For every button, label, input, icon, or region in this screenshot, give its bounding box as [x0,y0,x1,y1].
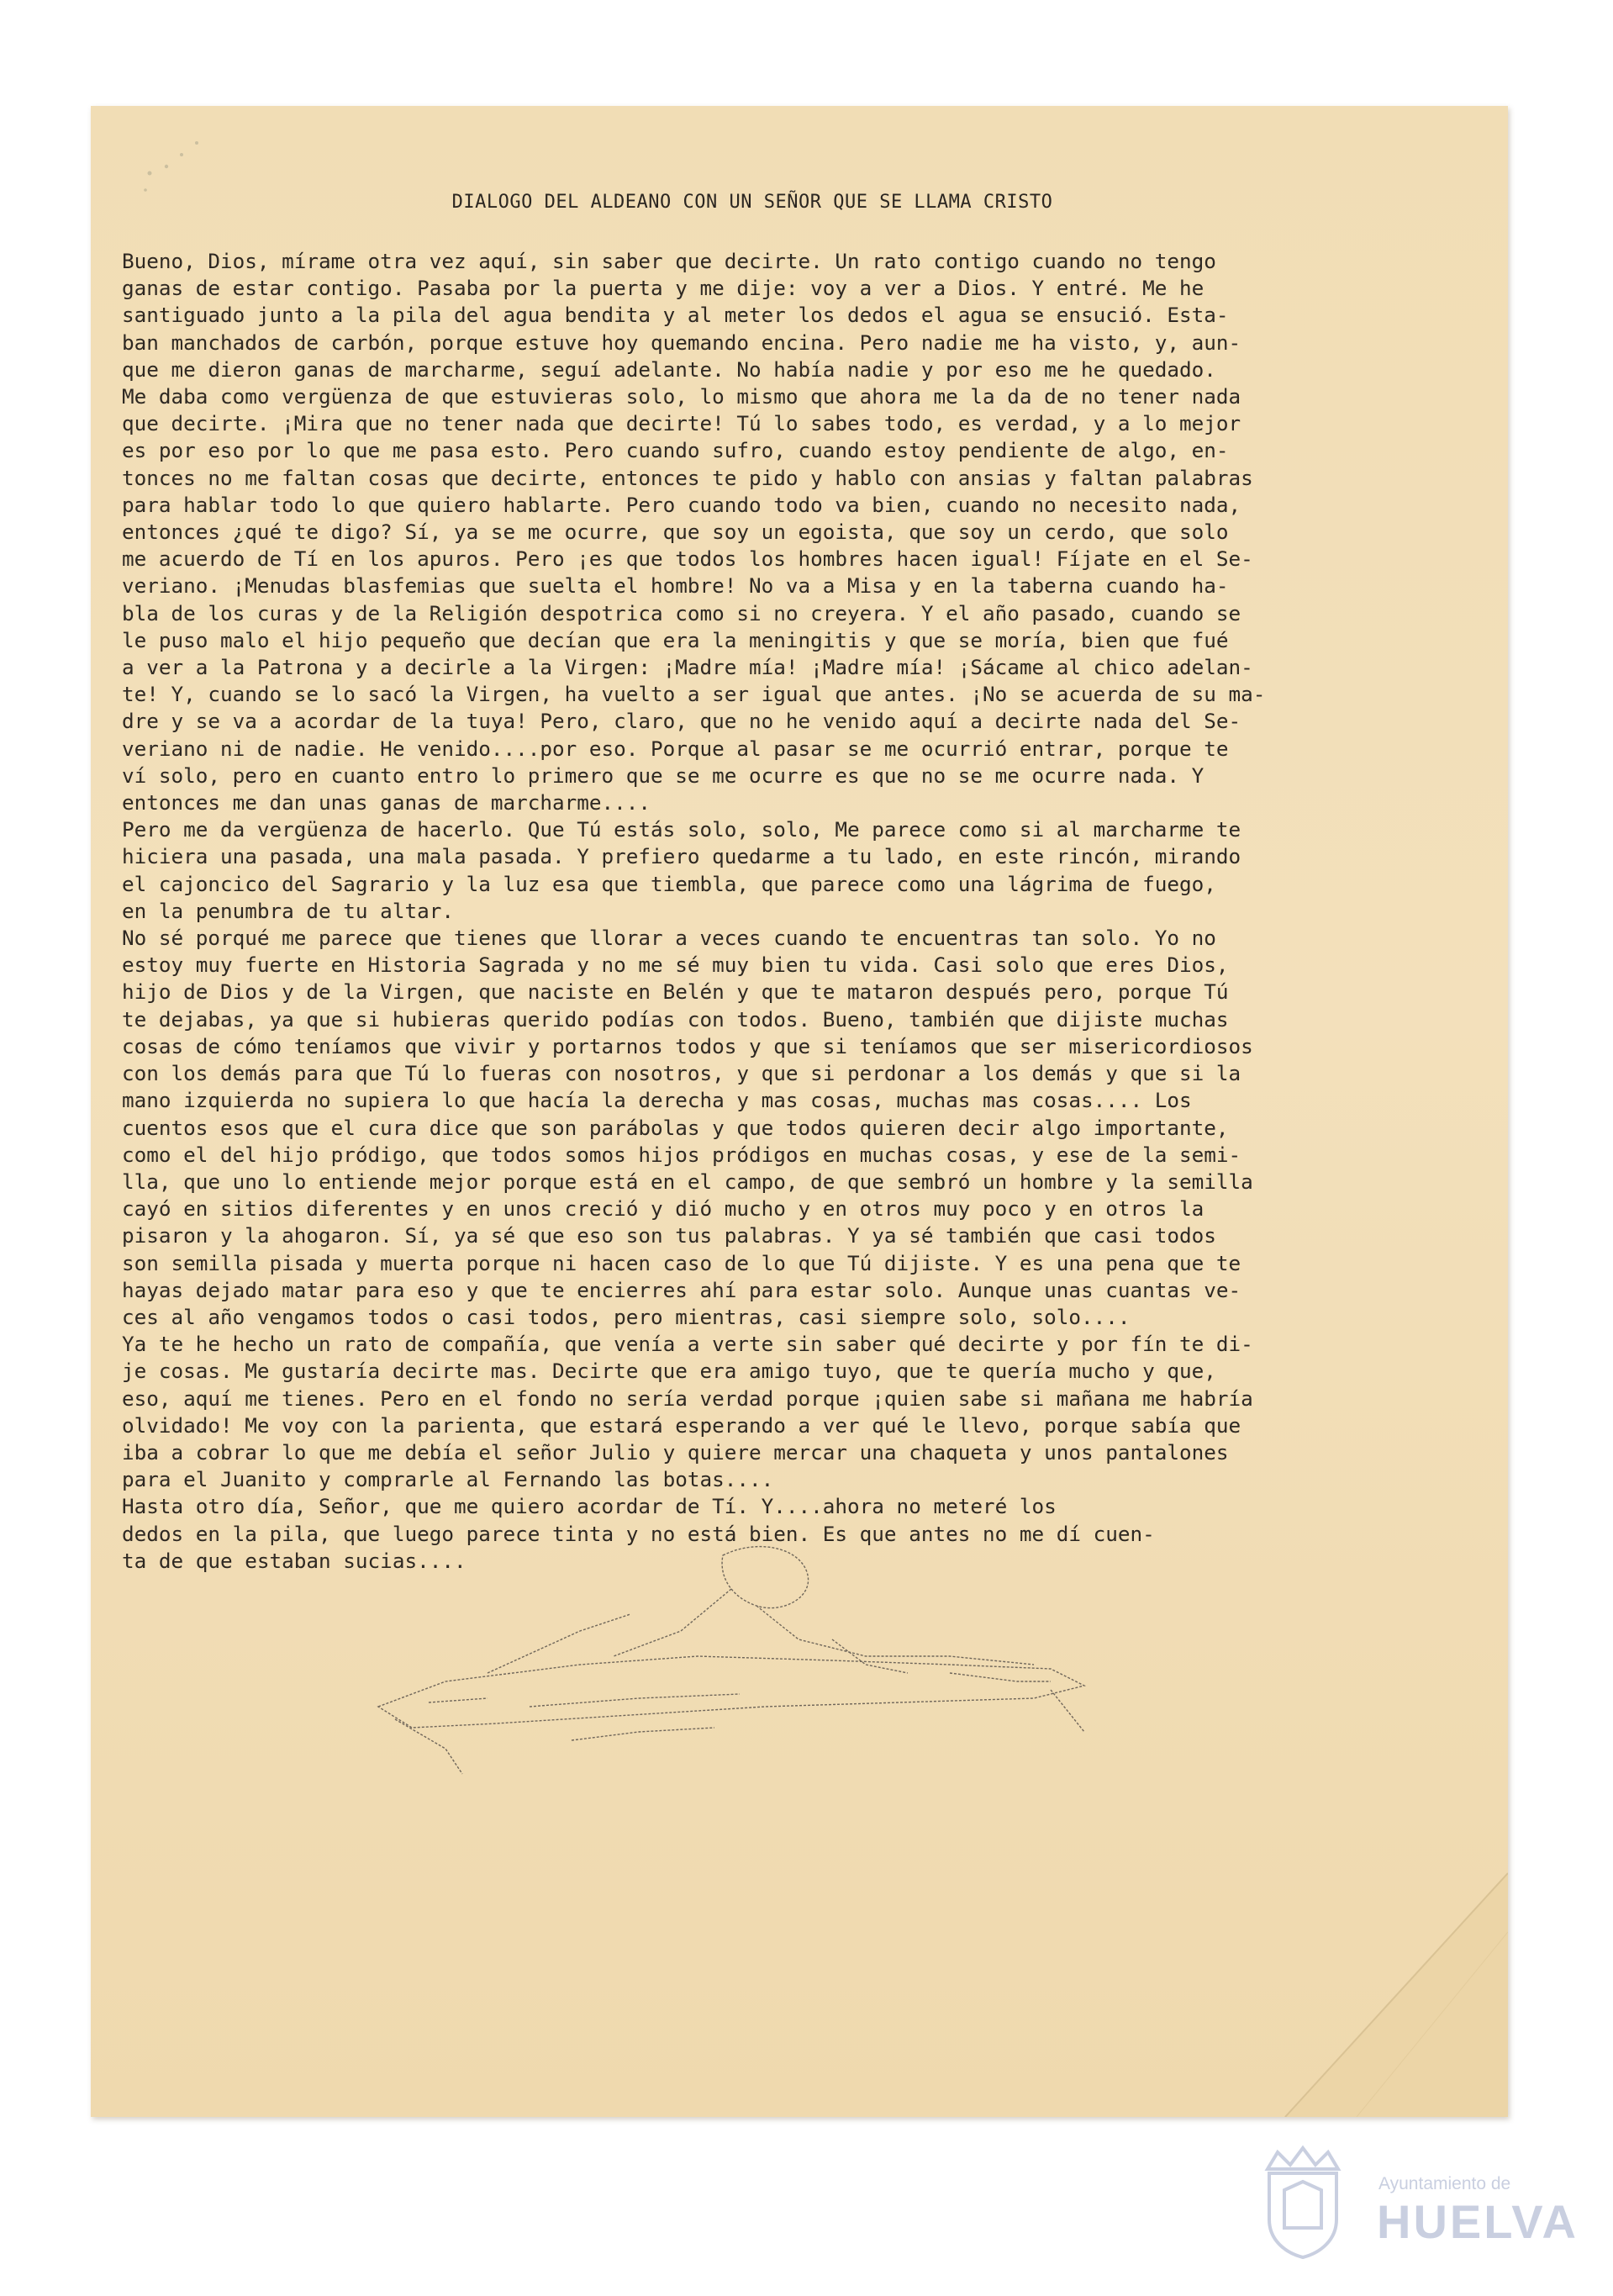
paper-fold-crease [1104,1814,1508,2117]
text-line: pisaron y la ahogaron. Sí, ya sé que eso son tus palabras. Y ya sé también que casi todos [122,1223,1216,1248]
text-line: Ya te he hecho un rato de compañía, que venía a verte sin saber qué decirte y por fín te di- [122,1332,1253,1357]
text-line: hiciera una pasada, una mala pasada. Y prefiero quedarme a tu lado, en este rincón, mirando [122,844,1241,869]
text-line: iba a cobrar lo que me debía el señor Julio y quiere mercar una chaqueta y unos pantalones [122,1439,1229,1465]
christ-lying-sketch-illustration [361,1539,1118,1791]
text-line: me acuerdo de Tí en los apuros. Pero ¡es que todos los hombres hacen igual! Fíjate en el Se- [122,546,1253,572]
text-line: Bueno, Dios, mírame otra vez aquí, sin saber que decirte. Un rato contigo cuando no tengo [122,249,1216,273]
text-line: Pero me da vergüenza de hacerlo. Que Tú estás solo, solo, Me parece como si al marcharme te [122,817,1241,842]
text-line: te! Y, cuando se lo sacó la Virgen, ha vuelto a ser igual que antes. ¡No se acuerda de su ma- [122,682,1266,707]
text-line: je cosas. Me gustaría decirte mas. Decirte que era amigo tuyo, que te quería mucho y que, [122,1359,1216,1384]
text-line: hayas dejado matar para eso y que te encierres ahí para estar solo. Aunque unas cuantas ve- [122,1277,1241,1302]
text-line: ban manchados de carbón, porque estuve hoy quemando encina. Pero nadie me ha visto, y, aun- [122,330,1241,355]
text-line: a ver a la Patrona y a decirle a la Virgen: ¡Madre mía! ¡Madre mía! ¡Sácame al chico adelan- [122,655,1253,680]
text-line: olvidado! Me voy con la parienta, que estará esperando a ver qué le llevo, porque sabía que [122,1412,1241,1438]
text-line: para el Juanito y comprarle al Fernando las botas.... [122,1467,774,1492]
text-line: Hasta otro día, Señor, que me quiero acordar de Tí. Y....ahora no meteré los [122,1494,1057,1519]
text-line: entonces me dan unas ganas de marcharme.... [122,790,651,815]
watermark-caption: Ayuntamiento de [1378,2174,1511,2193]
text-line: cosas de cómo teníamos que vivir y portarnos todos y que si teníamos que ser misericordiosos [122,1033,1253,1058]
text-line: bla de los curas y de la Religión despotrica como si no creyera. Y el año pasado, cuando se [122,600,1241,625]
text-line: ví solo, pero en cuanto entro lo primero que se me ocurre es que no se me ocurre nada. Y [122,763,1204,788]
text-line: son semilla pisada y muerta porque ni hacen caso de lo que Tú dijiste. Y es una pena que te [122,1250,1241,1275]
document-title: DIALOGO DEL ALDEANO CON UN SEÑOR QUE SE LLAMA CRISTO [451,192,1053,213]
text-line: lla, que uno lo entiende mejor porque está en el campo, de que sembró un hombre y la semilla [122,1169,1253,1194]
text-line: ganas de estar contigo. Pasaba por la puerta y me dije: voy a ver a Dios. Y entré. Me he [122,276,1204,301]
text-line: estoy muy fuerte en Historia Sagrada y no me sé muy bien tu vida. Casi solo que eres Dios, [122,953,1229,978]
text-line: mano izquierda no supiera lo que hacía la derecha y mas cosas, muchas mas cosas.... Los [122,1088,1192,1113]
text-line: ces al año vengamos todos o casi todos, pero mientras, casi siempre solo, solo.... [122,1304,1131,1329]
text-line: es por eso por lo que me pasa esto. Pero cuando sufro, cuando estoy pendiente de algo, en- [122,438,1229,463]
text-line: como el del hijo pródigo, que todos somos hijos pródigos en muchas cosas, y ese de la semi- [122,1142,1241,1167]
text-line: veriano ni de nadie. He venido....por eso. Porque al pasar se me ocurrió entrar, porque te [122,736,1229,761]
text-line: cuentos esos que el cura dice que son parábolas y que todos quieren decir algo importante, [122,1115,1229,1140]
text-line: No sé porqué me parece que tienes que llorar a veces cuando te encuentras tan solo. Yo no [122,926,1216,951]
text-line: santiguado junto a la pila del agua bendita y al meter los dedos el agua se ensució. Esta- [122,303,1229,328]
text-line: con los demás para que Tú lo fueras con nosotros, y que si perdonar a los demás y que si la [122,1061,1241,1086]
text-line: entonces ¿qué te digo? Sí, ya se me ocurre, que soy un egoista, que soy un cerdo, que solo [122,520,1229,545]
text-line: dedos en la pila, que luego parece tinta y no está bien. Es que antes no me dí cuen- [122,1521,1155,1546]
text-line: dre y se va a acordar de la tuya! Pero, claro, que no he venido aquí a decirte nada del Se- [122,709,1241,734]
text-line: te dejabas, ya que si hubieras querido podías con todos. Bueno, también que dijiste muchas [122,1006,1229,1032]
text-line: que decirte. ¡Mira que no tener nada que decirte! Tú lo sabes todo, es verdad, y a lo mejor [122,411,1241,436]
body-text [122,248,1341,1575]
text-line: tonces no me faltan cosas que decirte, entonces te pido y hablo con ansias y faltan palabras [122,465,1253,490]
text-line: el cajoncico del Sagrario y la luz esa que tiembla, que parece como una lágrima de fuego, [122,871,1216,896]
text-line: para hablar todo lo que quiero hablarte. Pero cuando todo va bien, cuando no necesito nada, [122,492,1241,517]
text-line: que me dieron ganas de marcharme, seguí adelante. No había nadie y por eso me he quedado. [122,356,1216,382]
text-line: le puso malo el hijo pequeño que decían que era la meningitis y que se moría, bien que fué [122,627,1229,652]
text-line: en la penumbra de tu altar. [122,898,454,923]
watermark-name: HUELVA [1377,2195,1579,2248]
text-line: veriano. ¡Menudas blasfemias que suelta el hombre! No va a Misa y en la taberna cuando ha- [122,573,1229,599]
text-line: ta de que estaban sucias.... [122,1548,467,1573]
text-line: cayó en sitios diferentes y en unos creció y dió mucho y en otros muy poco y en otros la [122,1196,1204,1222]
text-line: Me daba como vergüenza de que estuvieras solo, lo mismo que ahora me la da de no tener nada [122,384,1241,409]
text-line: eso, aquí me tienes. Pero en el fondo no sería verdad porque ¡quien sabe si mañana me habría [122,1386,1253,1411]
text-line: hijo de Dios y de la Virgen, que naciste en Belén y que te mataron después pero, porque Tú [122,979,1229,1005]
